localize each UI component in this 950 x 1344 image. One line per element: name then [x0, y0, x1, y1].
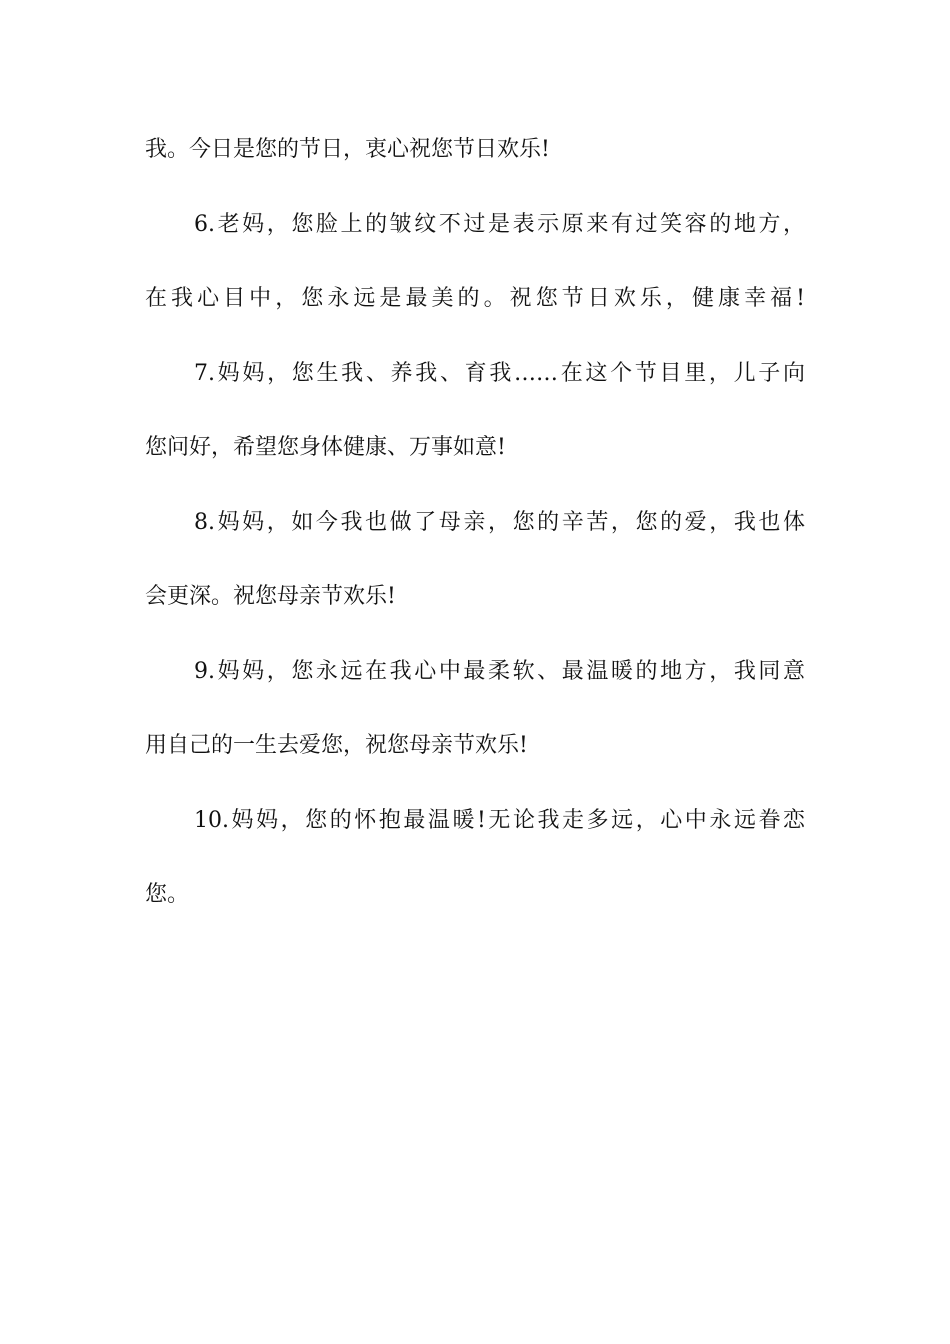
text-line: 您。: [145, 882, 190, 907]
text-line: 会更深。祝您母亲节欢乐!: [145, 584, 396, 609]
document-body: [145, 113, 805, 933]
text-line: 您问好，希望您身体健康、万事如意!: [145, 435, 506, 460]
text-line: 9.妈妈，您永远在我心中最柔软、最温暖的地方，我同意: [194, 658, 805, 684]
text-line: 10.妈妈，您的怀抱最温暖!无论我走多远，心中永远眷恋: [194, 807, 805, 833]
text-line: 在我心目中，您永远是最美的。祝您节日欢乐，健康幸福!: [145, 286, 805, 311]
text-line: 用自己的一生去爱您，祝您母亲节欢乐!: [145, 733, 528, 758]
text-line: 8.妈妈，如今我也做了母亲，您的辛苦，您的爱，我也体: [194, 509, 805, 535]
text-line: 我。今日是您的节日，衷心祝您节日欢乐!: [145, 137, 550, 162]
text-line: 6.老妈，您脸上的皱纹不过是表示原来有过笑容的地方，: [194, 211, 805, 237]
text-line: 7.妈妈，您生我、养我、育我……在这个节目里，儿子向: [194, 360, 805, 386]
